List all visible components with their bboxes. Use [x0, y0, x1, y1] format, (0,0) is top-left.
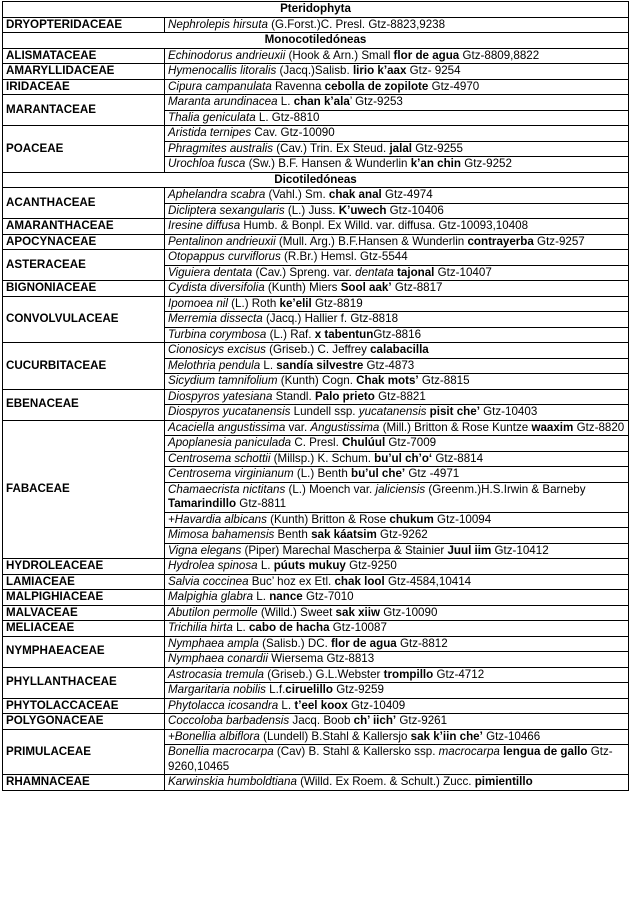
- author-text: (L.) Benth: [293, 467, 352, 480]
- voucher-code: Gtz-8821: [374, 389, 426, 403]
- scientific-name: Malpighia glabra: [168, 590, 254, 603]
- common-name: flor de agua: [393, 48, 460, 62]
- voucher-code: Gtz-8814: [432, 451, 484, 465]
- infraspecific-name: jaliciensis: [375, 482, 426, 496]
- scientific-name: Hymenocallis litoralis: [168, 64, 277, 77]
- table-row: [3, 636, 629, 652]
- common-name: contrayerba: [467, 234, 534, 248]
- author-text: C. Presl.: [291, 436, 343, 449]
- common-name: Juul iim: [447, 543, 492, 557]
- species-entry: [165, 188, 629, 204]
- family-name: AMARYLLIDACEAE: [3, 64, 165, 80]
- species-entry: [165, 234, 629, 250]
- scientific-name: Bonellia macrocarpa: [168, 745, 274, 758]
- family-name: DRYOPTERIDACEAE: [3, 17, 165, 33]
- voucher-code: Gtz-10409: [347, 698, 406, 712]
- family-name: POACEAE: [3, 126, 165, 173]
- family-name: PRIMULACEAE: [3, 729, 165, 775]
- scientific-name: Sicydium tamnifolium: [168, 374, 278, 387]
- scientific-name: Melothria pendula: [168, 358, 261, 372]
- common-name: púuts mukuy: [273, 559, 346, 572]
- species-entry: [165, 265, 629, 281]
- voucher-code: Gtz-10403: [479, 405, 538, 418]
- author-text: (L.) Moench var.: [285, 482, 376, 496]
- voucher-code: Gtz-8812: [396, 636, 448, 650]
- species-entry: [165, 79, 629, 95]
- author-text: (Jacq.) Hallier f. Gtz-8818: [262, 312, 399, 325]
- author-text: (Kunth) Miers: [264, 281, 341, 294]
- species-entry: [165, 559, 629, 575]
- family-name: MALVACEAE: [3, 605, 165, 621]
- author-text: (Greenm.)H.S.Irwin & Barneby: [425, 482, 586, 496]
- species-entry: [165, 543, 629, 559]
- common-name: pimientillo: [474, 775, 533, 788]
- species-entry: [165, 126, 629, 142]
- voucher-code: Gtz-8815: [418, 374, 470, 387]
- author-text: (Vahl.) Sm.: [265, 188, 329, 201]
- family-name: HYDROLEACEAE: [3, 559, 165, 575]
- common-name: sandía silvestre: [276, 358, 364, 372]
- voucher-code: Gtz-8819: [311, 296, 363, 310]
- table-row: [3, 698, 629, 714]
- species-entry: [165, 281, 629, 297]
- author-text: (Sw.) B.F. Hansen & Wunderlin: [245, 157, 411, 170]
- scientific-name: Aristida ternipes: [168, 126, 252, 139]
- species-entry: [165, 451, 629, 467]
- species-entry: [165, 203, 629, 219]
- author-text: (Willd. Ex Roem. & Schult.) Zucc.: [296, 775, 475, 788]
- scientific-name: Cydista diversifolia: [168, 281, 265, 294]
- table-row: [3, 667, 629, 683]
- voucher-code: Gtz-8811: [236, 497, 287, 510]
- voucher-code: Gtz-8823,9238: [365, 17, 446, 31]
- voucher-code: Gtz-10087: [329, 621, 387, 634]
- common-name: t’eel koox: [294, 698, 348, 712]
- family-name: NYMPHAEACEAE: [3, 636, 165, 667]
- common-name: bu’ul ch’o‘: [374, 451, 433, 465]
- author-text: L.: [277, 95, 294, 108]
- family-name: PHYTOLACCACEAE: [3, 698, 165, 714]
- table-row: [3, 95, 629, 111]
- voucher-code: Gtz-9255: [412, 141, 463, 155]
- author-text: (Hook & Arn.) Small: [285, 48, 394, 62]
- family-name: PHYLLANTHACEAE: [3, 667, 165, 698]
- table-row: [3, 219, 629, 235]
- scientific-name: Pentalinon andrieuxii: [168, 234, 276, 248]
- scientific-name: Nymphaea conardii: [168, 652, 268, 665]
- scientific-name: Iresine diffusa: [168, 219, 241, 232]
- scientific-name: Centrosema schottii: [168, 451, 271, 465]
- author-text: L.: [260, 358, 277, 372]
- species-entry: [165, 219, 629, 235]
- scientific-name: Acaciella angustissima: [168, 420, 286, 434]
- scientific-name: Nymphaea ampla: [168, 636, 259, 650]
- author-text: (R.Br.) Hemsl. Gtz-5544: [280, 250, 408, 263]
- common-name: ciruelillo: [285, 683, 333, 696]
- common-name: chukum: [389, 512, 434, 526]
- author-text: var.: [285, 420, 311, 434]
- species-entry: [165, 250, 629, 266]
- common-name: Chulúul: [342, 436, 386, 449]
- scientific-name: Echinodorus andrieuxii: [168, 48, 286, 62]
- table-row: [3, 714, 629, 730]
- scientific-name: Cionosicys excisus: [168, 343, 266, 356]
- section-title: Dicotiledóneas: [3, 172, 629, 188]
- species-entry: [165, 389, 629, 405]
- voucher-code: Gtz-10090: [380, 605, 438, 619]
- common-name: jalal: [389, 141, 412, 155]
- family-name: APOCYNACEAE: [3, 234, 165, 250]
- voucher-code: Gtz-9261: [396, 714, 448, 727]
- common-name: nance: [269, 590, 303, 603]
- author-text: Jacq. Boob: [289, 714, 354, 727]
- species-entry: [165, 667, 629, 683]
- scientific-name: Maranta arundinacea: [168, 95, 278, 108]
- author-text: Wiersema Gtz-8813: [267, 652, 375, 665]
- author-text: (Cav.) Trin. Ex Steud.: [273, 141, 390, 155]
- voucher-code: Gtz-7009: [385, 436, 437, 449]
- table-row: [3, 79, 629, 95]
- author-text: L. Gtz-8810: [255, 110, 320, 124]
- section-row: [3, 33, 629, 49]
- author-text: Buc’ hoz ex Etl.: [248, 574, 335, 588]
- species-entry: [165, 374, 629, 390]
- species-entry: [165, 358, 629, 374]
- common-name: x tabentun: [314, 327, 374, 341]
- species-entry: [165, 482, 629, 512]
- scientific-name: Diospyros yatesiana: [168, 389, 273, 403]
- scientific-name: Mimosa bahamensis: [168, 528, 275, 541]
- species-entry: [165, 590, 629, 606]
- family-name: ACANTHACEAE: [3, 188, 165, 219]
- family-name: MARANTACEAE: [3, 95, 165, 126]
- author-text: (L.) Roth: [227, 296, 280, 310]
- author-text: (G.Forst.)C. Presl.: [267, 17, 366, 31]
- infraspecific-name: macrocarpa: [438, 745, 500, 758]
- author-text: L.: [232, 621, 249, 634]
- family-name: BIGNONIACEAE: [3, 281, 165, 297]
- voucher-code: Gtz-7010: [302, 590, 354, 603]
- voucher-code: ’ Gtz-9253: [349, 95, 403, 108]
- species-entry: [165, 574, 629, 590]
- species-entry: [165, 157, 629, 173]
- scientific-name: +Bonellia albiflora: [168, 729, 260, 743]
- infraspecific-name: yucatanensis: [358, 405, 427, 418]
- table-row: [3, 296, 629, 312]
- scientific-name: Centrosema virginianum: [168, 467, 294, 480]
- author-text: (Piper) Marechal Mascherpa & Stainier: [241, 543, 448, 557]
- species-entry: [165, 512, 629, 528]
- table-row: [3, 775, 629, 791]
- voucher-code: Gtz-4974: [381, 188, 433, 201]
- scientific-name: Aphelandra scabra: [168, 188, 266, 201]
- table-row: [3, 64, 629, 80]
- author-text: (Cav) B. Stahl & Kallersko ssp.: [273, 745, 439, 758]
- species-entry: [165, 683, 629, 699]
- species-entry: [165, 605, 629, 621]
- family-name: EBENACEAE: [3, 389, 165, 420]
- family-name: ALISMATACEAE: [3, 48, 165, 64]
- voucher-code: Gtz-9257: [533, 234, 585, 248]
- common-name: lirio k’aax: [352, 64, 407, 77]
- species-entry: [165, 95, 629, 111]
- table-row: [3, 17, 629, 33]
- common-name: waaxim: [531, 420, 574, 434]
- scientific-name: Chamaecrista nictitans: [168, 482, 286, 496]
- author-text: (Mill.) Britton & Rose Kuntze: [379, 420, 532, 434]
- family-name: MELIACEAE: [3, 621, 165, 637]
- author-text: Standl.: [272, 389, 315, 403]
- species-entry: [165, 312, 629, 328]
- scientific-name: Karwinskia humboldtiana: [168, 775, 297, 788]
- common-name: chak anal: [328, 188, 382, 201]
- table-row: [3, 574, 629, 590]
- author-text: (L.) Juss.: [284, 203, 339, 217]
- scientific-name: Margaritaria nobilis: [168, 683, 266, 696]
- scientific-name: Turbina corymbosa: [168, 327, 267, 341]
- common-name: Palo prieto: [314, 389, 375, 403]
- scientific-name: Viguiera dentata: [168, 265, 253, 279]
- common-name: k’an chin: [410, 157, 461, 170]
- species-entry: [165, 141, 629, 157]
- table-row: [3, 605, 629, 621]
- scientific-name: Phytolacca icosandra: [168, 698, 279, 712]
- common-name: chan k’ala: [293, 95, 350, 108]
- family-name: RHAMNACEAE: [3, 775, 165, 791]
- family-name: MALPIGHIACEAE: [3, 590, 165, 606]
- author-text: (Cav.) Spreng. var.: [252, 265, 356, 279]
- voucher-code: Gtz-8809,8822: [459, 48, 540, 62]
- author-text: (Willd.) Sweet: [257, 605, 336, 619]
- species-entry: [165, 775, 629, 791]
- table-row: [3, 590, 629, 606]
- species-entry: [165, 420, 629, 436]
- common-name: Chak mots’: [356, 374, 419, 387]
- common-name: chak lool: [334, 574, 385, 588]
- species-entry: [165, 110, 629, 126]
- common-name: tajonal: [393, 265, 435, 279]
- author-text: Ravenna: [271, 79, 325, 93]
- scientific-name: Astrocasia tremula: [168, 667, 265, 681]
- scientific-name: Cipura campanulata: [168, 79, 272, 93]
- species-entry: [165, 343, 629, 359]
- family-name: CONVOLVULACEAE: [3, 296, 165, 343]
- voucher-code: Gtz-10094: [433, 512, 492, 526]
- voucher-code: Gtz- 9254: [406, 64, 461, 77]
- scientific-name: Dicliptera sexangularis: [168, 203, 285, 217]
- common-name: trompillo: [383, 667, 434, 681]
- family-name: FABACEAE: [3, 420, 165, 559]
- section-title: Monocotiledóneas: [3, 33, 629, 49]
- scientific-name: Nephrolepis hirsuta: [168, 17, 268, 31]
- scientific-name: Abutilon permolle: [168, 605, 258, 619]
- common-name: sak k’iin che’: [410, 729, 483, 743]
- author-text: Lundell ssp.: [290, 405, 359, 418]
- voucher-code: Gtz-8816: [373, 327, 422, 341]
- section-row: [3, 172, 629, 188]
- infraspecific-name: Angustissima: [310, 420, 380, 434]
- voucher-code: Gtz-10412: [491, 543, 549, 557]
- scientific-name: Vigna elegans: [168, 543, 242, 557]
- table-row: [3, 281, 629, 297]
- common-name: bu’ul che’: [351, 467, 406, 480]
- author-text: Cav. Gtz-10090: [251, 126, 335, 139]
- author-text: (Griseb.) C. Jeffrey: [265, 343, 371, 356]
- voucher-code: Gtz-8817: [391, 281, 443, 294]
- scientific-name: Urochloa fusca: [168, 157, 246, 170]
- species-entry: [165, 698, 629, 714]
- family-name: LAMIACEAE: [3, 574, 165, 590]
- voucher-code: Gtz-8820: [573, 420, 625, 434]
- species-entry: [165, 48, 629, 64]
- scientific-name: Ipomoea nil: [168, 296, 228, 310]
- scientific-name: Merremia dissecta: [168, 312, 263, 325]
- species-entry: [165, 528, 629, 544]
- common-name: lengua de gallo: [499, 745, 588, 758]
- author-text: (Mull. Arg.) B.F.Hansen & Wunderlin: [275, 234, 468, 248]
- author-text: Benth: [274, 528, 312, 541]
- scientific-name: Coccoloba barbadensis: [168, 714, 290, 727]
- author-text: (L.) Raf.: [266, 327, 315, 341]
- scientific-name: +Havardia albicans: [168, 512, 267, 526]
- species-table-body: [3, 2, 629, 791]
- voucher-code: Gtz-9250: [345, 559, 397, 572]
- common-name: flor de agua: [331, 636, 397, 650]
- common-name: ke’elil: [279, 296, 312, 310]
- author-text: L.: [253, 590, 270, 603]
- table-row: [3, 48, 629, 64]
- table-row: [3, 559, 629, 575]
- common-name: pisit che’: [426, 405, 480, 418]
- section-title: Pteridophyta: [3, 2, 629, 18]
- voucher-code: Gtz-10406: [386, 203, 444, 217]
- family-name: ASTERACEAE: [3, 250, 165, 281]
- common-name: calabacilla: [370, 343, 429, 356]
- voucher-code: Gtz-10466: [482, 729, 541, 743]
- table-row: [3, 188, 629, 204]
- family-name: POLYGONACEAE: [3, 714, 165, 730]
- author-text: (Jacq.)Salisb.: [276, 64, 353, 77]
- author-text: L.: [278, 698, 295, 712]
- common-name: cebolla de zopilote: [324, 79, 429, 93]
- species-entry: [165, 745, 629, 775]
- voucher-code: Gtz -4971: [405, 467, 460, 480]
- section-row: [3, 2, 629, 18]
- voucher-code: Gtz-4584,10414: [384, 574, 472, 588]
- table-row: [3, 389, 629, 405]
- voucher-code: Gtz-9259: [332, 683, 384, 696]
- common-name: K’uwech: [338, 203, 387, 217]
- author-text: Humb. & Bonpl. Ex Willd. var. diffusa. Gtz-10093,10408: [240, 219, 529, 232]
- scientific-name: Thalia geniculata: [168, 110, 256, 124]
- table-row: [3, 126, 629, 142]
- species-entry: [165, 621, 629, 637]
- species-entry: [165, 436, 629, 452]
- voucher-code: Gtz-9252: [461, 157, 512, 170]
- author-text: (Griseb.) G.L.Webster: [264, 667, 384, 681]
- scientific-name: Phragmites australis: [168, 141, 274, 155]
- author-text: (Kunth) Cogn.: [277, 374, 357, 387]
- table-row: [3, 621, 629, 637]
- family-name: AMARANTHACEAE: [3, 219, 165, 235]
- species-entry: [165, 327, 629, 343]
- common-name: cabo de hacha: [248, 621, 330, 634]
- species-table: [2, 1, 629, 791]
- scientific-name: Salvia coccinea: [168, 574, 249, 588]
- voucher-code: Gtz-9262: [376, 528, 428, 541]
- voucher-code: Gtz-10407: [434, 265, 492, 279]
- family-name: IRIDACEAE: [3, 79, 165, 95]
- species-entry: [165, 636, 629, 652]
- author-text: L.f.: [265, 683, 286, 696]
- species-entry: [165, 17, 629, 33]
- common-name: Tamarindillo: [168, 497, 237, 510]
- common-name: sak káatsim: [311, 528, 377, 541]
- species-entry: [165, 64, 629, 80]
- author-text: (Millsp.) K. Schum.: [270, 451, 375, 465]
- species-entry: [165, 714, 629, 730]
- species-entry: [165, 652, 629, 668]
- infraspecific-name: dentata: [355, 265, 394, 279]
- table-row: [3, 343, 629, 359]
- voucher-code: Gtz-4873: [363, 358, 415, 372]
- species-entry: [165, 296, 629, 312]
- table-row: [3, 729, 629, 745]
- author-text: (Kunth) Britton & Rose: [266, 512, 390, 526]
- common-name: ch’ iich’: [353, 714, 397, 727]
- species-entry: [165, 729, 629, 745]
- scientific-name: Hydrolea spinosa: [168, 559, 258, 572]
- scientific-name: Trichilia hirta: [168, 621, 233, 634]
- author-text: (Lundell) B.Stahl & Kallersjo: [259, 729, 411, 743]
- common-name: sak xiiw: [335, 605, 381, 619]
- voucher-code: Gtz-9260,10465: [168, 745, 613, 773]
- species-entry: [165, 467, 629, 483]
- common-name: Sool aak’: [340, 281, 392, 294]
- table-row: [3, 420, 629, 436]
- voucher-code: Gtz-4970: [428, 79, 480, 93]
- table-row: [3, 250, 629, 266]
- scientific-name: Otopappus curviflorus: [168, 250, 281, 263]
- scientific-name: Apoplanesia paniculada: [168, 436, 292, 449]
- family-name: CUCURBITACEAE: [3, 343, 165, 390]
- scientific-name: Diospyros yucatanensis: [168, 405, 291, 418]
- author-text: (Salisb.) DC.: [258, 636, 332, 650]
- author-text: L.: [257, 559, 274, 572]
- species-entry: [165, 405, 629, 421]
- table-row: [3, 234, 629, 250]
- voucher-code: Gtz-4712: [433, 667, 485, 681]
